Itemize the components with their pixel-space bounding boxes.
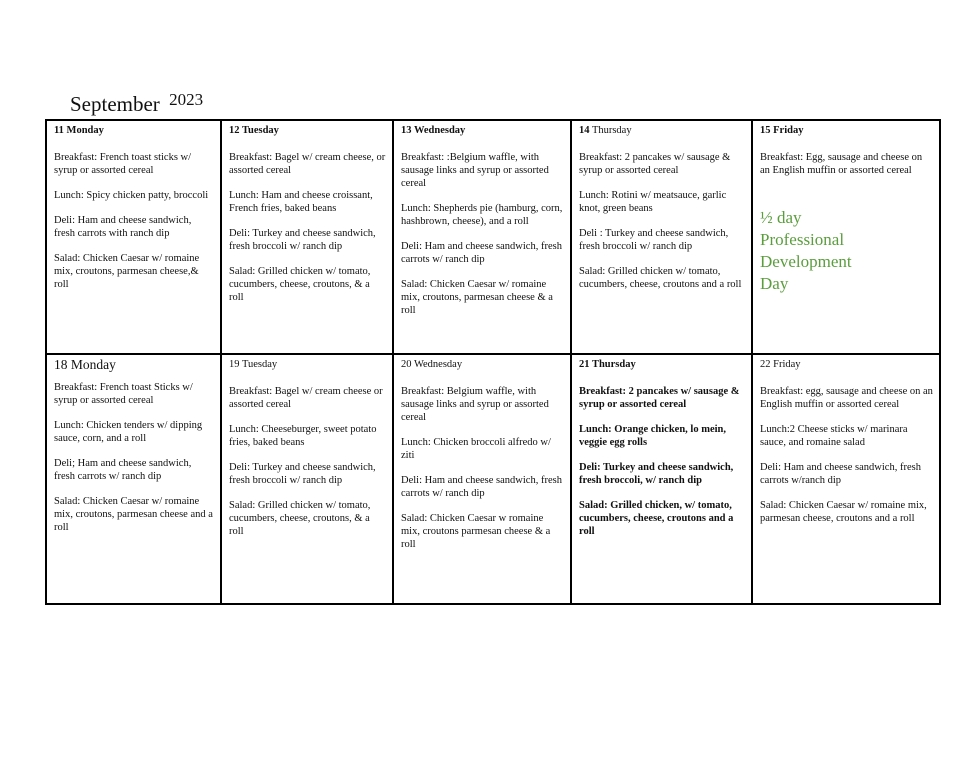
breakfast-item: Breakfast: Egg, sausage and cheese on an English muffin or assorted cereal: [760, 152, 923, 176]
day-name: Friday: [773, 125, 804, 136]
day-header: [760, 124, 933, 137]
salad-item: Salad: Chicken Caesar w/ romaine mix, croutons, parmesan cheese,& roll: [54, 253, 200, 290]
day-cell-11: [47, 121, 222, 355]
lunch-item: Lunch: Chicken broccoli alfredo w/ ziti: [401, 437, 551, 461]
day-name: Friday: [773, 359, 801, 370]
day-cell-14: [572, 121, 753, 355]
deli-item: Deli: Ham and cheese sandwich, fresh carrots w/ranch dip: [760, 462, 921, 486]
breakfast-item: Breakfast: :Belgium waffle, with sausage links and syrup or assorted cereal: [401, 152, 549, 189]
day-date: 19: [229, 359, 240, 370]
lunch-item: Lunch: Rotini w/ meatsauce, garlic knot, green beans: [579, 190, 727, 214]
salad-item: Salad: Grilled chicken w/ tomato, cucumbers, cheese, croutons, & a roll: [229, 266, 371, 303]
day-header: [229, 124, 386, 137]
deli-item: Deli: Turkey and cheese sandwich, fresh broccoli w/ ranch dip: [229, 228, 376, 252]
deli-item: Deli; Ham and cheese sandwich, fresh carrots w/ ranch dip: [54, 458, 192, 482]
day-date: 15: [760, 125, 771, 136]
breakfast-item: Breakfast: 2 pancakes w/ sausage & syrup or assorted cereal: [579, 386, 740, 410]
day-name: Thursday: [591, 359, 636, 370]
day-date: 11: [54, 125, 64, 136]
day-header: [401, 124, 564, 137]
deli-item: Deli: Ham and cheese sandwich, fresh carrots w/ ranch dip: [401, 475, 562, 499]
breakfast-item: Breakfast: egg, sausage and cheese on an English muffin or assorted cereal: [760, 386, 933, 410]
day-date: 14: [579, 125, 590, 136]
day-name: Monday: [66, 125, 104, 136]
half-day-notice-line: ½ day: [760, 208, 802, 227]
day-cell-21: [572, 355, 753, 603]
day-date: 12: [229, 125, 240, 136]
day-name: Wednesday: [413, 359, 463, 370]
day-cell-12: [222, 121, 394, 355]
lunch-item: Lunch: Spicy chicken patty, broccoli: [54, 190, 209, 201]
half-day-notice-line: Day: [760, 274, 789, 293]
half-day-notice: [760, 207, 933, 295]
day-cell-20: [394, 355, 572, 603]
day-header: [54, 124, 214, 137]
menu-calendar: [45, 119, 941, 605]
salad-item: Salad: Grilled chicken, w/ tomato, cucumbers, cheese, croutons and a roll: [579, 500, 734, 537]
day-name: Tuesday: [241, 359, 278, 370]
half-day-notice-line: Professional: [760, 230, 845, 249]
day-date: 13: [401, 125, 412, 136]
day-cell-18: [47, 355, 222, 603]
day-cell-13: [394, 121, 572, 355]
salad-item: Salad: Chicken Caesar w romaine mix, croutons parmesan cheese & a roll: [401, 513, 551, 550]
breakfast-item: Breakfast: French toast Sticks w/ syrup or assorted cereal: [54, 382, 193, 406]
lunch-item: Lunch: Ham and cheese croissant, French fries, baked beans: [229, 190, 373, 214]
day-header: [579, 358, 745, 371]
breakfast-item: Breakfast: French toast sticks w/ syrup or assorted cereal: [54, 152, 192, 176]
day-header: [760, 358, 933, 371]
lunch-item: Lunch: Chicken tenders w/ dipping sauce, corn, and a roll: [54, 420, 203, 444]
deli-item: Deli: Ham and cheese sandwich, fresh carrots w/ ranch dip: [401, 241, 562, 265]
breakfast-item: Breakfast: Bagel w/ cream cheese, or assorted cereal: [229, 152, 386, 176]
day-name: Thursday: [591, 125, 632, 136]
lunch-item: Lunch: Shepherds pie (hamburg, corn, hashbrown, cheese), and a roll: [401, 203, 563, 227]
day-header: [54, 358, 214, 371]
month-label: September: [70, 92, 160, 116]
lunch-item: Lunch: Orange chicken, lo mein, veggie egg rolls: [579, 424, 727, 448]
year-label: 2023: [169, 90, 204, 109]
day-date: 22: [760, 359, 771, 370]
deli-item: Deli: Ham and cheese sandwich, fresh carrots with ranch dip: [54, 215, 192, 239]
day-name: Wednesday: [413, 125, 466, 136]
salad-item: Salad: Chicken Caesar w/ romaine mix, croutons, parmesan cheese & a roll: [401, 279, 553, 316]
day-date: 18: [54, 357, 68, 372]
day-cell-15: [753, 121, 939, 355]
calendar-title: [70, 92, 203, 117]
breakfast-item: Breakfast: Belgium waffle, with sausage links and syrup or assorted cereal: [401, 386, 549, 423]
day-header: [401, 358, 564, 371]
deli-item: Deli : Turkey and cheese sandwich, fresh broccoli w/ ranch dip: [579, 228, 729, 252]
day-header: [579, 124, 745, 137]
day-date: 20: [401, 359, 412, 370]
breakfast-item: Breakfast: Bagel w/ cream cheese or assorted cereal: [229, 386, 383, 410]
salad-item: Salad: Chicken Caesar w/ romaine mix, croutons, parmesan cheese and a roll: [54, 496, 213, 533]
half-day-notice-line: Development: [760, 252, 852, 271]
deli-item: Deli: Turkey and cheese sandwich, fresh broccoli, w/ ranch dip: [579, 462, 734, 486]
lunch-item: Lunch:2 Cheese sticks w/ marinara sauce, and romaine salad: [760, 424, 908, 448]
lunch-item: Lunch: Cheeseburger, sweet potato fries, baked beans: [229, 424, 377, 448]
day-name: Monday: [70, 357, 116, 372]
day-header: [229, 358, 386, 371]
salad-item: Salad: Grilled chicken w/ tomato, cucumbers, cheese, croutons, & a roll: [229, 500, 371, 537]
deli-item: Deli: Turkey and cheese sandwich, fresh broccoli w/ ranch dip: [229, 462, 376, 486]
day-cell-22: [753, 355, 939, 603]
day-cell-19: [222, 355, 394, 603]
day-name: Tuesday: [241, 125, 279, 136]
salad-item: Salad: Chicken Caesar w/ romaine mix, parmesan cheese, croutons and a roll: [760, 500, 927, 524]
salad-item: Salad: Grilled chicken w/ tomato, cucumbers, cheese, croutons and a roll: [579, 266, 742, 290]
day-date: 21: [579, 359, 590, 370]
breakfast-item: Breakfast: 2 pancakes w/ sausage & syrup or assorted cereal: [579, 152, 731, 176]
